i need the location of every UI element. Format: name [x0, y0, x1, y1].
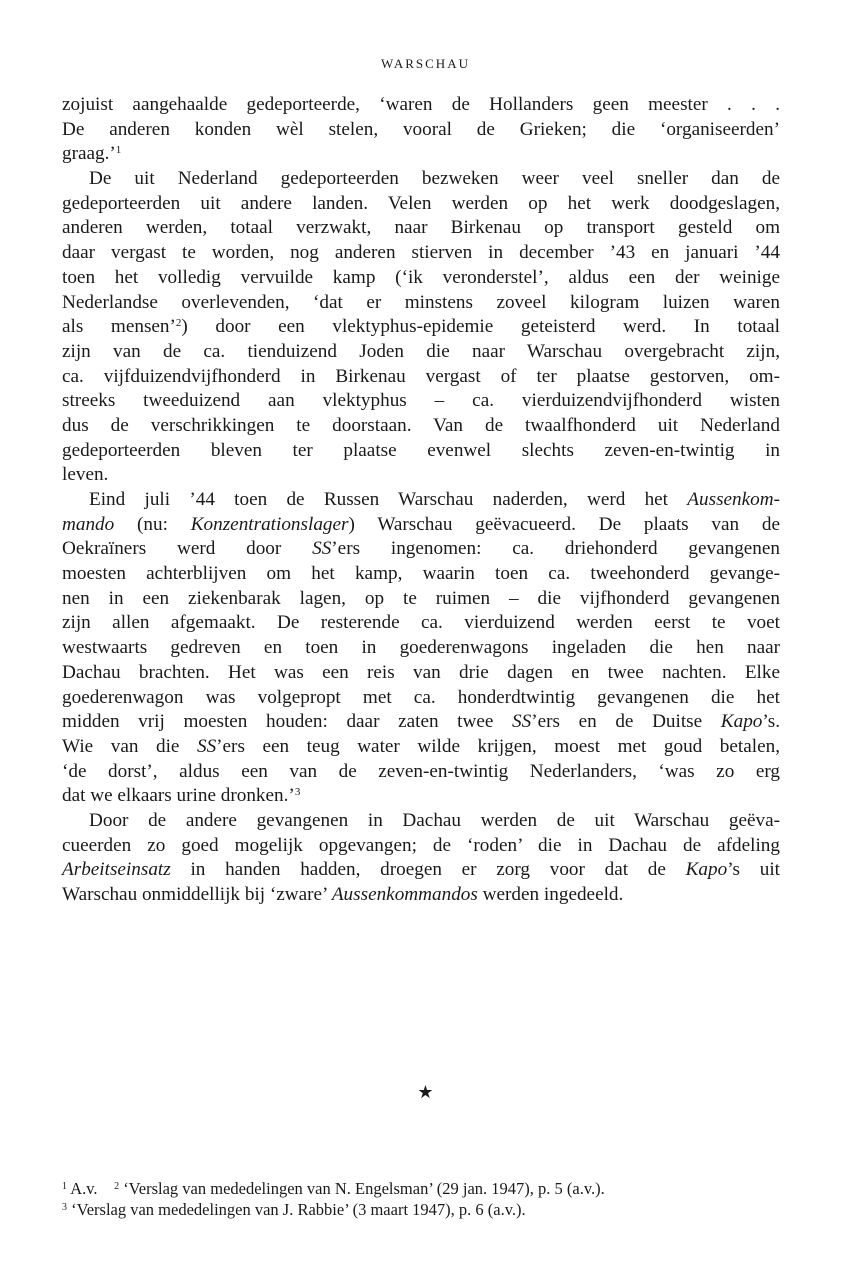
body-text [62, 93, 780, 908]
text-line [62, 439, 780, 464]
text-run: westwaarts gedreven en toen in goederenwagons ingeladen die hen naar [62, 637, 780, 659]
text-line [62, 611, 780, 636]
text-line [62, 883, 780, 908]
text-run: als mensen’ [62, 316, 176, 338]
text-run: A.v. [67, 1179, 115, 1198]
text-line [62, 488, 780, 513]
footnote-line [62, 1178, 780, 1199]
footnote-marker: 3 [294, 786, 301, 799]
text-line [62, 587, 780, 612]
text-line [62, 710, 780, 735]
text-run: gedeporteerden bleven ter plaatse evenwel slechts zeven-en-twintig in [62, 439, 780, 461]
text-line [62, 760, 780, 785]
text-run: daar vergast te worden, nog anderen stierven in december ’43 en januari ’44 [62, 242, 780, 264]
text-line [62, 636, 780, 661]
text-run: in handen hadden, droegen er zorg voor dat de [170, 859, 686, 881]
text-line [62, 167, 780, 192]
italic-term: SS [512, 711, 532, 733]
text-line [62, 241, 780, 266]
text-run: ‘Verslag van mededelingen van N. Engelsman’ (29 jan. 1947), p. 5 (a.v.). [119, 1179, 605, 1198]
text-run: toen het volledig vervuilde kamp (‘ik veronderstel’, aldus een der weinige [62, 266, 780, 288]
text-run: ’ers en de Duitse [531, 711, 721, 733]
text-run: dat we elkaars urine dronken.’ [62, 785, 295, 807]
text-line [62, 784, 780, 809]
text-run: Eind juli ’44 toen de Russen Warschau naderden, werd het [89, 489, 688, 510]
text-line [62, 414, 780, 439]
footnote-line [62, 1199, 780, 1220]
text-run: leven. [62, 464, 109, 486]
text-line [62, 562, 780, 587]
text-line [62, 513, 780, 538]
footnotes [62, 1178, 780, 1220]
paragraph [62, 93, 780, 167]
paragraph [62, 167, 780, 488]
paragraph [62, 809, 780, 908]
text-run: anderen werden, totaal verzwakt, naar Birkenau op transport gesteld om [62, 217, 780, 239]
italic-term: Aussenkom- [687, 489, 780, 510]
text-line [62, 216, 780, 241]
italic-term: Arbeitseinsatz [62, 859, 171, 881]
text-run: gedeporteerden uit andere landen. Velen werden op het werk doodgeslagen, [62, 192, 780, 214]
text-run: ’ers een teug water wilde krijgen, moest met goud betalen, [216, 735, 781, 757]
footnote-marker: 2 [175, 317, 182, 330]
text-line [62, 365, 780, 390]
italic-term: SS [312, 538, 332, 560]
italic-term: Konzentrationslager [190, 513, 349, 535]
text-run: ‘de dorst’, aldus een van de zeven-en-twintig Nederlanders, ‘was zo erg [62, 760, 780, 782]
text-run: zijn allen afgemaakt. De resterende ca. vierduizend werden eerst te voet [62, 612, 780, 634]
section-break-star-icon: ★ [417, 1082, 434, 1102]
text-line [62, 537, 780, 562]
paragraph [62, 488, 780, 809]
text-line [62, 661, 780, 686]
text-run: cueerden zo goed mogelijk opgevangen; de ‘roden’ die in Dachau de afdeling [62, 834, 780, 856]
text-line [62, 118, 780, 143]
text-run: goederenwagon was volgepropt met ca. honderdtwintig gevangenen die het [62, 686, 780, 708]
text-line [62, 735, 780, 760]
text-run: zojuist aangehaalde gedeporteerde, ‘waren de Hollanders geen meester . . . [62, 94, 780, 115]
text-run: werden ingedeeld. [477, 884, 624, 905]
text-run: dus de verschrikkingen te doorstaan. Van de twaalfhonderd uit Nederland [62, 414, 780, 436]
text-line [62, 858, 780, 883]
footnote-marker: 2 [114, 1181, 120, 1192]
text-run: zijn van de ca. tienduizend Joden die naar Warschau overgebracht zijn, [62, 340, 780, 362]
text-run: ’s uit [727, 859, 780, 881]
text-run: Nederlandse overlevenden, ‘dat er minstens zoveel kilogram luizen waren [62, 291, 780, 313]
text-line [62, 809, 780, 834]
text-run: nen in een ziekenbarak lagen, op te ruimen – die vijfhonderd gevangenen [62, 587, 780, 609]
text-line [62, 686, 780, 711]
running-header: WARSCHAU [381, 56, 470, 71]
text-run: graag.’ [62, 143, 116, 165]
text-line [62, 463, 780, 488]
text-run: De anderen konden wèl stelen, vooral de Grieken; die ‘organiseerden’ [62, 118, 780, 140]
text-run: ‘Verslag van mededelingen van J. Rabbie’ (3 maart 1947), p. 6 (a.v.). [67, 1200, 526, 1219]
text-line [62, 389, 780, 414]
text-run: Door de andere gevangenen in Dachau werden de uit Warschau geëva- [89, 809, 780, 831]
italic-term: Kapo [720, 711, 763, 733]
footnote-marker: 3 [62, 1202, 67, 1213]
text-line [62, 834, 780, 859]
footnote-marker: 1 [62, 1181, 67, 1192]
text-run: ) door een vlektyphus-epidemie geteisterd werd. In totaal [181, 316, 780, 338]
text-run: ’s. [762, 711, 780, 733]
italic-term: Kapo [685, 859, 728, 881]
text-line [62, 315, 780, 340]
text-run: De uit Nederland gedeporteerden bezweken weer veel sneller dan de [89, 168, 780, 190]
text-run: Warschau onmiddellijk bij ‘zware’ [62, 884, 332, 905]
italic-term: mando [62, 513, 115, 535]
text-line [62, 266, 780, 291]
text-run: Dachau brachten. Het was een reis van drie dagen en twee nachten. Elke [62, 661, 780, 683]
text-run: streeks tweeduizend aan vlektyphus – ca. vierduizendvijfhonderd wisten [62, 390, 780, 412]
footnote-marker: 1 [115, 144, 122, 157]
italic-term: Aussenkommandos [331, 884, 478, 905]
text-run: moesten achterblijven om het kamp, waarin toen ca. tweehonderd gevange- [62, 563, 780, 585]
text-run: ) Warschau geëvacueerd. De plaats van de [348, 513, 780, 535]
text-line [62, 340, 780, 365]
text-line [62, 93, 780, 118]
text-run: midden vrij moesten houden: daar zaten twee [62, 711, 513, 733]
text-run: Oekraïners werd door [62, 538, 313, 560]
text-run: Wie van die [62, 735, 197, 757]
italic-term: SS [196, 735, 217, 757]
text-run: (nu: [114, 513, 191, 535]
text-line [62, 142, 780, 167]
text-run: ’ers ingenomen: ca. driehonderd gevangenen [331, 538, 781, 560]
text-line [62, 291, 780, 316]
text-line [62, 192, 780, 217]
text-run: ca. vijfduizendvijfhonderd in Birkenau vergast of ter plaatse gestorven, om- [62, 365, 780, 387]
